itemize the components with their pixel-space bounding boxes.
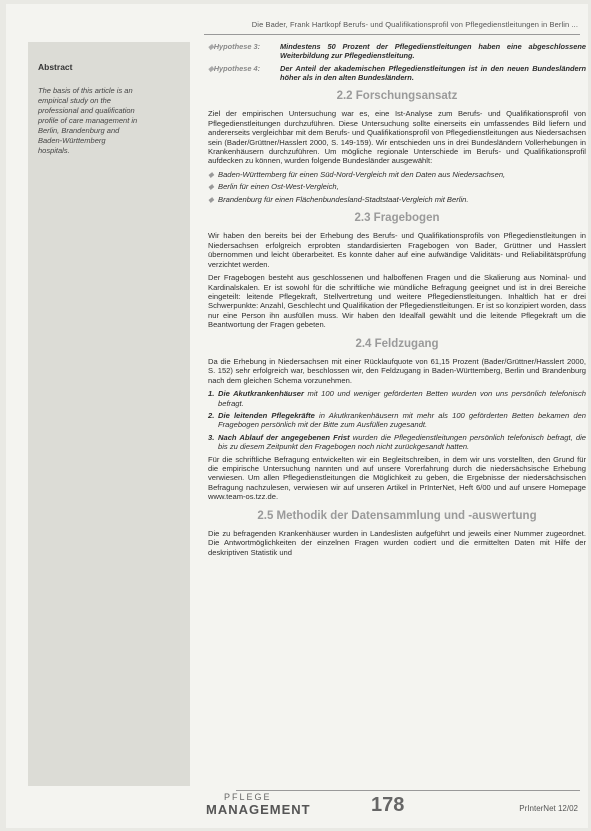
running-header: Die Bader, Frank Hartkopf Berufs- und Qualifikationsprofil von Pflegedienstleitungen in Berlin ... — [251, 20, 578, 29]
header-divider — [204, 34, 580, 35]
page — [6, 4, 588, 828]
hypothesis-text: Mindestens 50 Prozent der Pflegedienstleitungen haben eine abgeschlossene Weiterbildung zur Pflegedienstleitung. — [280, 42, 586, 60]
paragraph: Ziel der empirischen Untersuchung war es, eine Ist-Analyse zum Berufs- und Qualifikationsprofil von Pflegedienstleitungen durchzuführen. Diese Untersuchung sollte einerseits ein umfassendes Bild liefern und andererseits vergleichbar mit dem Berufs- und Qualifikationsprofil von Pflegedienstleitungen aus Niedersachsen sein (Bader/Grüttner/Hasslert 2000, S. 149-159). Wir entschieden uns in drei Bundesländern Vollerhebungen in Krankenhäusern durchzuführen. Um mögliche regionale Unterschiede im Berufs- und Qualifikationsprofil aufdecken zu können, wurden folgende Bundesländer ausgewählt: — [208, 109, 586, 166]
paragraph: Die zu befragenden Krankenhäuser wurden in Landeslisten aufgeführt und jeweils einer Nummer zugeordnet. Die Antwortmöglichkeiten der einzelnen Fragen wurden codiert und die ermittelten Daten mit Hilfe der deskriptiven Statistik und — [208, 529, 586, 557]
diamond-bullet-icon: ◆ — [208, 194, 214, 204]
numbered-item: 2. Die leitenden Pflegekräfte in Akutkrankenhäusern mit mehr als 100 geförderten Betten bekamen den Fragebogen persönlich mit der Bitte zum Ausfüllen zugesandt. — [208, 410, 586, 430]
page-footer — [196, 792, 580, 822]
paragraph: Für die schriftliche Befragung entwickelten wir ein Begleitschreiben, in dem wir uns vorstellten, den Grund für die empirische Untersuchung nannten und auf unsere Vorerfahrung durch die niedersächsische Erhebung verwiesen. Um allen Pflegedienstleitungen die Möglichkeit zu geben, die Ergebnisse der niedersächsischen Befragung nachzulesen, verwiesen wir auf unseren Artikel in PrInterNet, Heft 6/00 und auf unsere Homepage www.team-os.tzz.de. — [208, 454, 586, 502]
footer-divider — [236, 790, 580, 791]
section-title: 2.3 Fragebogen — [354, 212, 440, 225]
journal-logo-top: PFLEGE — [224, 792, 272, 802]
paragraph: Der Fragebogen besteht aus geschlossenen und halboffenen Fragen und die Skalierung aus Nominal- und Kardinalskalen. Er ist sowohl für die schriftliche wie mündliche Befragung geeignet und ist in drei Bereiche eingeteilt: leitende Pflegekraft, Stellvertretung und weitere Pflegedienstleitungen. Inhaltlich hat er drei Schwerpunkte: Anzahl, Geschlecht und Qualifikation der Pflegedienstleitungen. Er ist so konzipiert worden, dass nur eine Person ihn ausfüllen muss. Wir haben den Idealfall gewählt und die leitende Pflegekraft um die Beantwortung der Fragen gebeten. — [208, 273, 586, 330]
article-body — [208, 42, 586, 561]
abstract-text: The basis of this article is an empirical study on the professional and qualification profile of care management in Berlin, Brandenburg and Baden-Württemberg hospitals. — [38, 86, 138, 155]
list-item: ◆ Baden-Württemberg für einen Süd-Nord-Vergleich mit den Daten aus Niedersachsen, — [208, 169, 506, 179]
abstract-sidebar — [28, 42, 190, 786]
paragraph: Wir haben den bereits bei der Erhebung des Berufs- und Qualifikationsprofils von Pflegedienstleitungen in Niedersachsen erfolgreich erprobten standardisierten Fragebogen von Bader, Grüttner und Hasslert übernommen und leicht überarbeitet. Es konnte daher auf eine aufwändige Validitäts- und Reliabilitätsprüfung verzichtet werden. — [208, 231, 586, 269]
diamond-bullet-icon: ◆ — [208, 169, 214, 179]
hypothesis-4 — [208, 64, 586, 82]
journal-logo-bottom: MANAGEMENT — [206, 802, 311, 817]
page-number: 178 — [371, 794, 405, 816]
paragraph: Da die Erhebung in Niedersachsen mit einer Rücklaufquote von 61,15 Prozent (Bader/Grüttner/Hasslert 2000, S. 152) sehr erfolgreich war, beschlossen wir, den Feldzugang in Baden-Württemberg, Berlin und Brandenburg nach dem gleichen Schema vorzunehmen. — [208, 356, 586, 385]
issue-label: PrInterNet 12/02 — [519, 804, 578, 813]
hypothesis-3 — [208, 42, 586, 60]
diamond-bullet-icon: ◆ — [208, 182, 214, 192]
bullet-list — [208, 170, 586, 204]
list-item: ◆ Berlin für einen Ost-West-Vergleich, — [208, 182, 339, 192]
section-title: 2.2 Forschungsansatz — [336, 90, 458, 102]
hypothesis-text: Der Anteil der akademischen Pflegedienstleitungen ist in den neuen Bundesländern höher als in den alten Bundesländern. — [280, 64, 586, 82]
list-item: ◆ Brandenburg für einen Flächenbundesland-Stadtstaat-Vergleich mit Berlin. — [208, 194, 469, 204]
hypothesis-label: ◆ Hypothese 4: — [208, 64, 280, 82]
section-title: 2.4 Feldzugang — [355, 337, 439, 350]
section-title: 2.5 Methodik der Datensammlung und -auswertung — [257, 509, 537, 522]
hypothesis-label: ◆ Hypothese 3: — [208, 42, 280, 60]
abstract-heading: Abstract — [38, 62, 73, 72]
numbered-item: 1. Die Akutkrankenhäuser mit 100 und weniger geförderten Betten wurden von uns persönlich telefonisch befragt. — [208, 389, 586, 408]
numbered-item: 3. Nach Ablauf der angegebenen Frist wurden die Pflegedienstleitungen persönlich telefonisch befragt, die bis zu diesem Zeitpunkt den Fragebogen noch nicht zurückgesandt hatten. — [208, 432, 586, 452]
